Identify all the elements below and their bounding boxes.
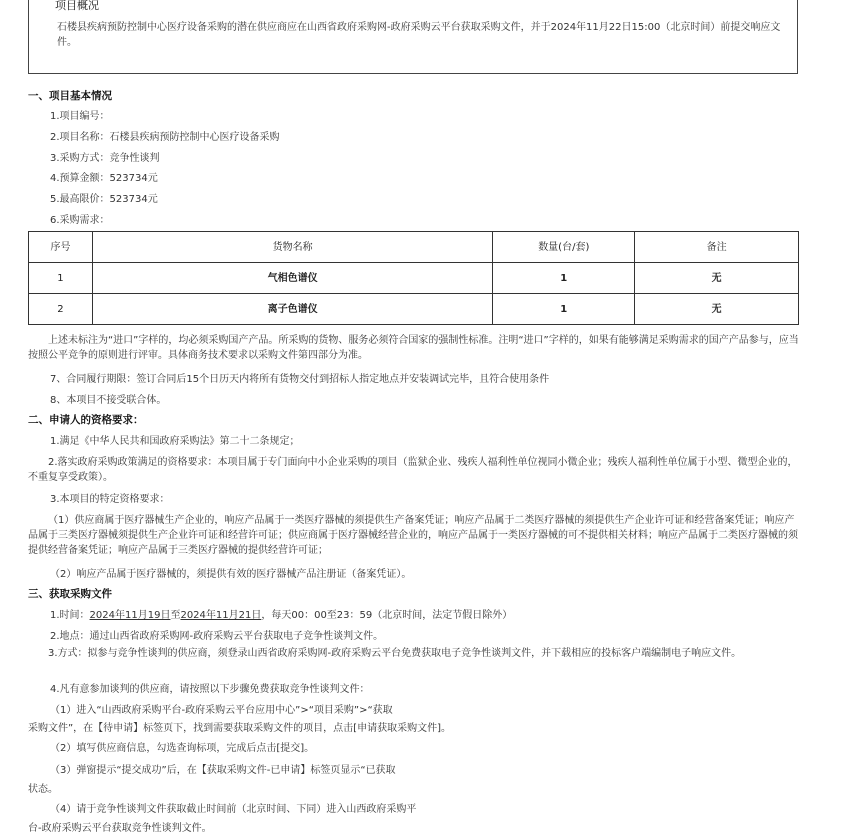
time-end-date: 2024年11月21日 [180, 610, 262, 621]
item-contract-period: 7、合同履行期限：签订合同后15个日历天内将所有货物交付到招标人指定地点并安装调试完毕，且符合使用条件 [50, 374, 550, 385]
time-rest: ，每天00：00至23：59（北京时间，法定节假日除外） [261, 610, 513, 621]
item-budget: 4.预算金额：523734元 [50, 173, 158, 184]
table-cell: 1 [493, 263, 635, 294]
table-row [29, 294, 799, 325]
obtain-method: 3.方式：拟参与竞争性谈判的供应商，须登录山西省政府采购网-政府采购云平台免费获取电子竞争性谈判文件，并下载相应的投标客户端编制电子响应文件。 [48, 648, 742, 659]
requirements-table [28, 231, 799, 325]
step-3-line-1: （3）弹窗提示“提交成功”后，在【获取采购文件-已申请】标签页显示“已获取 [50, 765, 396, 776]
table-header-row [29, 232, 799, 263]
table-cell: 离子色谱仪 [92, 294, 492, 325]
time-label: 1.时间： [50, 610, 90, 621]
obtain-place: 2.地点：通过山西省政府采购网-政府采购云平台获取电子竞争性谈判文件。 [50, 631, 384, 642]
table-row [29, 263, 799, 294]
item-procurement-method: 3.采购方式：竞争性谈判 [50, 153, 160, 164]
step-4-line-1: （4）请于竞争性谈判文件获取截止时间前（北京时间、下同）进入山西政府采购平 [50, 804, 417, 815]
obtain-time [50, 608, 512, 623]
step-3-line-2: 状态。 [28, 784, 58, 795]
item-project-name: 2.项目名称：石楼县疾病预防控制中心医疗设备采购 [50, 132, 280, 143]
table-cell: 2 [29, 294, 93, 325]
section-heading-obtain-documents: 三、获取采购文件 [28, 588, 112, 600]
time-to: 至 [170, 610, 181, 621]
item-requirements: 6.采购需求： [50, 215, 110, 226]
table-cell: 1 [29, 263, 93, 294]
overview-text: 石楼县疾病预防控制中心医疗设备采购的潜在供应商应在山西省政府采购网-政府采购云平台获取采购文件，并于2024年11月22日15:00（北京时间）前提交响应文件。 [57, 22, 781, 48]
domestic-products-note: 上述未标注为“进口”字样的，均必须采购国产产品。所采购的货物、服务必须符合国家的强制性标准。注明“进口”字样的，如果有能够满足采购需求的国产产品参与，应当按照公平竞争的原则进行评审。具体商务技术要求以采购文件第四部分为准。 [28, 335, 799, 361]
qualification-3-1: （1）供应商属于医疗器械生产企业的，响应产品属于一类医疗器械的须提供生产备案凭证；响应产品属于二类医疗器械的须提供生产企业许可证和经营备案凭证；响应产品属于三类医疗器械须提供生产企业许可证和经营许可证；供应商属于医疗器械经营企业的，响应产品属于一类医疗器械的可不提供相关材料；响应产品属于二类医疗器械的须提供经营备案凭证；响应产品属于三类医疗器械的提供经营许可证； [28, 515, 798, 556]
time-start-date: 2024年11月19日 [89, 610, 171, 621]
item-max-price: 5.最高限价：523734元 [50, 194, 158, 205]
qualification-2: 2.落实政府采购政策满足的资格要求：本项目属于专门面向中小企业采购的项目（监狱企业、残疾人福利性单位视同小微企业；残疾人福利性单位属于小型、微型企业的，不重复享受政策）。 [28, 457, 798, 483]
section-heading-qualifications: 二、申请人的资格要求： [28, 414, 144, 426]
table-cell: 1 [493, 294, 635, 325]
project-overview-box [28, 0, 798, 74]
item-project-number: 1.项目编号： [50, 111, 110, 122]
table-header-cell: 备注 [635, 232, 799, 263]
step-1-line-1: （1）进入“山西政府采购平台-政府采购云平台应用中心”>“项目采购”>“获取 [50, 705, 393, 716]
table-cell: 气相色谱仪 [92, 263, 492, 294]
overview-title: 项目概况 [55, 0, 99, 12]
step-1-line-2: 采购文件”，在【待申请】标签页下，找到需要获取采购文件的项目，点击[申请获取采购文件]。 [28, 723, 451, 734]
table-cell: 无 [635, 263, 799, 294]
table-header-cell: 货物名称 [92, 232, 492, 263]
qualification-3: 3.本项目的特定资格要求： [50, 494, 170, 505]
step-2: （2）填写供应商信息，勾选查询标项，完成后点击[提交]。 [50, 743, 315, 754]
section-heading-basic-info: 一、项目基本情况 [28, 90, 112, 102]
item-no-consortium: 8、本项目不接受联合体。 [50, 395, 167, 406]
qualification-1: 1.满足《中华人民共和国政府采购法》第二十二条规定； [50, 436, 300, 447]
table-header-cell: 序号 [29, 232, 93, 263]
qualification-3-2: （2）响应产品属于医疗器械的，须提供有效的医疗器械产品注册证（备案凭证）。 [50, 569, 412, 580]
table-header-cell: 数量(台/套) [493, 232, 635, 263]
step-4-line-2: 台-政府采购云平台获取竞争性谈判文件。 [28, 823, 212, 834]
obtain-steps-title: 4.凡有意参加谈判的供应商，请按照以下步骤免费获取竞争性谈判文件： [50, 684, 370, 695]
table-cell: 无 [635, 294, 799, 325]
